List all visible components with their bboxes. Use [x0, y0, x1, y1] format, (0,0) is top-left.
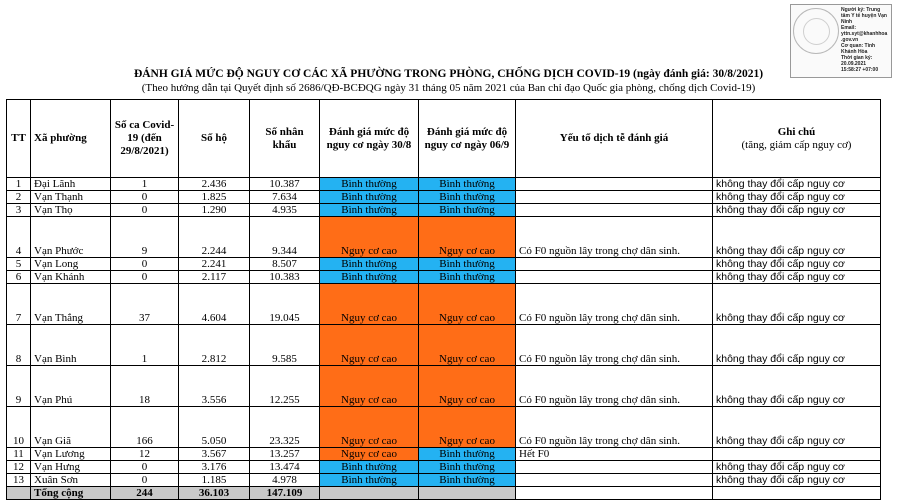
signature-line: Khánh Hòa [841, 49, 868, 55]
row-note [713, 448, 881, 461]
row-risk-30-8: Bình thường [320, 474, 419, 487]
official-seal-icon [793, 8, 839, 54]
row-risk-30-8: Bình thường [320, 258, 419, 271]
total-population: 147.109 [250, 487, 320, 500]
row-note: không thay đổi cấp nguy cơ [713, 204, 881, 217]
signature-info [841, 7, 889, 73]
row-tt: 1 [7, 178, 31, 191]
row-population: 9.344 [250, 217, 320, 258]
row-factor [516, 474, 713, 487]
row-factor: Có F0 nguồn lây trong chợ dân sinh. [516, 284, 713, 325]
table-row [7, 204, 881, 217]
row-population: 10.383 [250, 271, 320, 284]
table-row [7, 178, 881, 191]
row-factor: Có F0 nguồn lây trong chợ dân sinh. [516, 325, 713, 366]
row-note: không thay đổi cấp nguy cơ [713, 366, 881, 407]
row-cases: 0 [111, 474, 179, 487]
table-row [7, 191, 881, 204]
row-factor: Có F0 nguồn lây trong chợ dân sinh. [516, 217, 713, 258]
row-population: 19.045 [250, 284, 320, 325]
row-tt: 2 [7, 191, 31, 204]
row-population: 13.257 [250, 448, 320, 461]
row-ward: Vạn Thắng [31, 284, 111, 325]
row-note: không thay đổi cấp nguy cơ [713, 407, 881, 448]
table-row [7, 217, 881, 258]
row-cases: 12 [111, 448, 179, 461]
table-row [7, 271, 881, 284]
row-cases: 0 [111, 191, 179, 204]
row-population: 12.255 [250, 366, 320, 407]
row-tt: 11 [7, 448, 31, 461]
row-cases: 0 [111, 258, 179, 271]
row-risk-06-9: Bình thường [419, 258, 516, 271]
row-ward: Vạn Thọ [31, 204, 111, 217]
row-households: 5.050 [179, 407, 250, 448]
row-note: không thay đổi cấp nguy cơ [713, 461, 881, 474]
row-households: 1.185 [179, 474, 250, 487]
row-factor: Có F0 nguồn lây trong chợ dân sinh. [516, 366, 713, 407]
row-cases: 0 [111, 204, 179, 217]
row-households: 3.567 [179, 448, 250, 461]
row-tt: 10 [7, 407, 31, 448]
risk-assessment-table [6, 99, 881, 500]
row-ward: Vạn Khánh [31, 271, 111, 284]
row-households: 2.117 [179, 271, 250, 284]
row-risk-06-9: Bình thường [419, 461, 516, 474]
row-factor: Hết F0 [516, 448, 713, 461]
signature-line: 20.09.2021 [841, 61, 867, 67]
row-cases: 166 [111, 407, 179, 448]
row-risk-06-9: Nguy cơ cao [419, 325, 516, 366]
header-households: Số hộ [179, 100, 250, 178]
row-population: 8.507 [250, 258, 320, 271]
table-row [7, 407, 881, 448]
total-risk-1 [320, 487, 419, 500]
signature-line: 15:58:27 +07:00 [841, 67, 879, 73]
header-ward: Xã phường [31, 100, 111, 178]
row-ward: Vạn Phú [31, 366, 111, 407]
row-risk-30-8: Bình thường [320, 178, 419, 191]
row-note: không thay đổi cấp nguy cơ [713, 474, 881, 487]
row-households: 1.290 [179, 204, 250, 217]
row-risk-06-9: Nguy cơ cao [419, 366, 516, 407]
row-risk-06-9: Bình thường [419, 448, 516, 461]
row-factor [516, 258, 713, 271]
row-households: 3.556 [179, 366, 250, 407]
signature-line: Email: [841, 25, 857, 31]
row-tt: 9 [7, 366, 31, 407]
row-risk-06-9: Bình thường [419, 191, 516, 204]
page-title: ĐÁNH GIÁ MỨC ĐỘ NGUY CƠ CÁC XÃ PHƯỜNG TRONG PHÒNG, CHỐNG DỊCH COVID-19 (ngày đánh giá: 30/8/2021) [133, 68, 764, 80]
row-factor [516, 461, 713, 474]
row-tt: 5 [7, 258, 31, 271]
header-note [713, 100, 881, 178]
total-row [7, 487, 881, 500]
total-tt [7, 487, 31, 500]
row-risk-06-9: Nguy cơ cao [419, 217, 516, 258]
row-note: không thay đổi cấp nguy cơ [713, 271, 881, 284]
table-row [7, 258, 881, 271]
row-population: 9.585 [250, 325, 320, 366]
row-risk-30-8: Bình thường [320, 191, 419, 204]
row-note: không thay đổi cấp nguy cơ [713, 258, 881, 271]
header-note-sub: (tăng, giảm cấp nguy cơ) [741, 138, 852, 151]
row-tt: 13 [7, 474, 31, 487]
row-households: 2.812 [179, 325, 250, 366]
row-tt: 3 [7, 204, 31, 217]
row-ward: Vạn Long [31, 258, 111, 271]
row-tt: 6 [7, 271, 31, 284]
row-population: 13.474 [250, 461, 320, 474]
row-factor [516, 271, 713, 284]
signature-line: Người ký: Trung [841, 7, 881, 13]
row-households: 4.604 [179, 284, 250, 325]
row-tt: 7 [7, 284, 31, 325]
row-risk-30-8: Nguy cơ cao [320, 284, 419, 325]
total-cases: 244 [111, 487, 179, 500]
page-subtitle: (Theo hướng dẫn tại Quyết định số 2686/QĐ-BCĐQG ngày 31 tháng 05 năm 2021 của Ban chỉ đạo Quốc gia phòng, chống dịch Covid-19) [141, 82, 756, 94]
row-note: không thay đổi cấp nguy cơ [713, 178, 881, 191]
row-note: không thay đổi cấp nguy cơ [713, 217, 881, 258]
row-cases: 18 [111, 366, 179, 407]
signature-line: tâm Y tế huyện Vạn [841, 13, 887, 19]
row-cases: 9 [111, 217, 179, 258]
row-factor [516, 204, 713, 217]
signature-line: Cơ quan: Tỉnh [841, 43, 876, 49]
header-note-title: Ghi chú [777, 125, 816, 138]
table-row [7, 284, 881, 325]
signature-line: yttn.syt@khanhhoa [841, 31, 888, 37]
row-population: 4.978 [250, 474, 320, 487]
row-ward: Xuân Sơn [31, 474, 111, 487]
row-population: 7.634 [250, 191, 320, 204]
table-row [7, 474, 881, 487]
row-factor: Có F0 nguồn lây trong chợ dân sinh. [516, 407, 713, 448]
row-note: không thay đổi cấp nguy cơ [713, 284, 881, 325]
header-population: Số nhân khẩu [250, 100, 320, 178]
signature-line: .gov.vn [841, 37, 859, 43]
row-households: 2.436 [179, 178, 250, 191]
row-ward: Vạn Phước [31, 217, 111, 258]
row-risk-06-9: Bình thường [419, 178, 516, 191]
table-header-row [7, 100, 881, 178]
header-risk-06-9: Đánh giá mức độ nguy cơ ngày 06/9 [419, 100, 516, 178]
row-cases: 0 [111, 461, 179, 474]
header-factor: Yếu tố dịch tễ đánh giá [516, 100, 713, 178]
row-risk-06-9: Bình thường [419, 204, 516, 217]
row-risk-06-9: Nguy cơ cao [419, 284, 516, 325]
row-cases: 0 [111, 271, 179, 284]
row-note: không thay đổi cấp nguy cơ [713, 325, 881, 366]
row-risk-30-8: Bình thường [320, 204, 419, 217]
total-label: Tổng cộng [31, 487, 111, 500]
row-tt: 12 [7, 461, 31, 474]
row-cases: 37 [111, 284, 179, 325]
row-households: 2.244 [179, 217, 250, 258]
total-households: 36.103 [179, 487, 250, 500]
row-tt: 8 [7, 325, 31, 366]
signature-line: Ninh [841, 19, 853, 25]
header-risk-30-8: Đánh giá mức độ nguy cơ ngày 30/8 [320, 100, 419, 178]
row-households: 2.241 [179, 258, 250, 271]
row-risk-30-8: Nguy cơ cao [320, 448, 419, 461]
row-population: 23.325 [250, 407, 320, 448]
row-risk-30-8: Nguy cơ cao [320, 217, 419, 258]
row-risk-30-8: Bình thường [320, 271, 419, 284]
row-risk-30-8: Bình thường [320, 461, 419, 474]
row-ward: Vạn Lương [31, 448, 111, 461]
table-row [7, 325, 881, 366]
row-population: 10.387 [250, 178, 320, 191]
digital-signature-stamp [790, 4, 892, 78]
row-risk-06-9: Bình thường [419, 474, 516, 487]
header-tt: TT [7, 100, 31, 178]
row-cases: 1 [111, 178, 179, 191]
row-factor [516, 191, 713, 204]
row-factor [516, 178, 713, 191]
table-row [7, 366, 881, 407]
header-cases: Số ca Covid-19 (đến 29/8/2021) [111, 100, 179, 178]
row-risk-30-8: Nguy cơ cao [320, 407, 419, 448]
row-ward: Đại Lãnh [31, 178, 111, 191]
table-row [7, 448, 881, 461]
row-population: 4.935 [250, 204, 320, 217]
row-ward: Vạn Thạnh [31, 191, 111, 204]
row-note: không thay đổi cấp nguy cơ [713, 191, 881, 204]
total-note [713, 487, 881, 500]
row-risk-06-9: Bình thường [419, 271, 516, 284]
row-ward: Vạn Hưng [31, 461, 111, 474]
row-households: 1.825 [179, 191, 250, 204]
table-row [7, 461, 881, 474]
row-households: 3.176 [179, 461, 250, 474]
row-ward: Vạn Bình [31, 325, 111, 366]
row-risk-30-8: Nguy cơ cao [320, 366, 419, 407]
row-ward: Vạn Giã [31, 407, 111, 448]
total-risk-2 [419, 487, 516, 500]
total-factor [516, 487, 713, 500]
row-cases: 1 [111, 325, 179, 366]
row-risk-06-9: Nguy cơ cao [419, 407, 516, 448]
row-tt: 4 [7, 217, 31, 258]
row-risk-30-8: Nguy cơ cao [320, 325, 419, 366]
signature-line: Thời gian ký: [841, 55, 873, 61]
